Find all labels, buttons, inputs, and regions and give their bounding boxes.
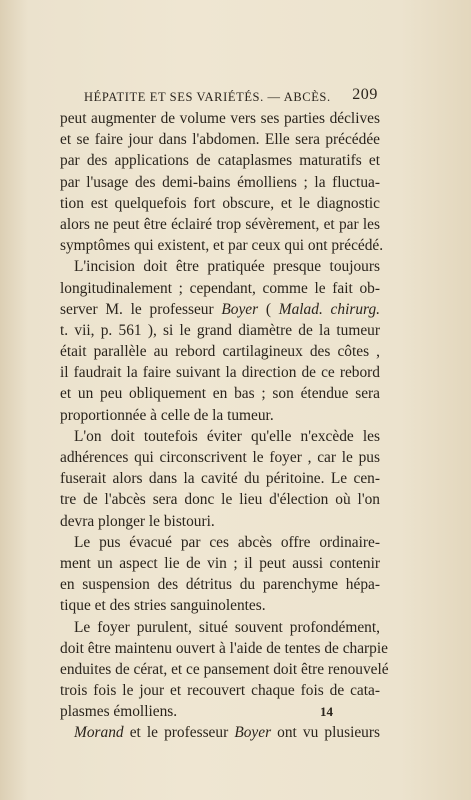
- page-number: 209: [352, 86, 378, 103]
- text-line: symptômes qui existent, et par ceux qui ont précédé.: [60, 237, 384, 255]
- page-header: [78, 86, 378, 108]
- text-line: server M. le professeur Boyer ( Malad. chirurg.: [60, 300, 380, 318]
- text-line: Morand et le professeur Boyer ont vu plusieurs: [74, 724, 380, 742]
- text-line: peut augmenter de volume vers ses parties déclives: [60, 110, 380, 127]
- text-line: L'incision doit être pratiquée presque toujours: [74, 258, 380, 276]
- text-line: tion est quelquefois fort obscure, et le diagnostic: [60, 194, 380, 212]
- text-line: ment un aspect lie de vin ; il peut aussi contenir: [60, 554, 380, 572]
- text-line: et se faire jour dans l'abdomen. Elle sera précédée: [60, 131, 380, 149]
- text-line: Le pus évacué par ces abcès offre ordinaire-: [74, 533, 380, 551]
- text-line: était parallèle au rebord cartilagineux des côtes ,: [60, 343, 380, 361]
- text-line: enduites de cérat, et ce pansement doit être renouvelé: [60, 660, 389, 678]
- text-line: longitudinalement ; cependant, comme le fait ob-: [60, 279, 380, 297]
- text-line: tre de l'abcès sera donc le lieu d'élection où l'on: [60, 491, 380, 509]
- text-line: devra plonger le bistouri.: [60, 512, 215, 530]
- text-line: fuserait alors dans la cavité du péritoine. Le cen-: [60, 470, 380, 488]
- text-line: Le foyer purulent, situé souvent profondément,: [74, 618, 380, 636]
- text-line: tique et des stries sanguinolentes.: [60, 597, 266, 615]
- body-text: [60, 108, 389, 744]
- text-line: proportionnée à celle de la tumeur.: [60, 406, 274, 424]
- text-line: adhérences qui circonscrivent le foyer , car le pus: [60, 449, 380, 466]
- text-line: par des applications de cataplasmes maturatifs et: [60, 152, 380, 170]
- text-line: plasmes émolliens.: [60, 703, 178, 721]
- text-line: trois fois le jour et recouvert chaque fois de cata-: [60, 682, 380, 700]
- text-line: L'on doit toutefois éviter qu'elle n'excède les: [74, 427, 380, 445]
- text-line: et un peu obliquement en bas ; son étendue sera: [60, 385, 380, 403]
- text-line: par l'usage des demi-bains émolliens ; la fluctua-: [60, 173, 380, 191]
- text-line: t. vii, p. 561 ), si le grand diamètre de la tumeur: [60, 321, 380, 339]
- text-line: alors ne peut être éclairé trop sévèrement, et par les: [60, 215, 380, 233]
- running-title: HÉPATITE ET SES VARIÉTÉS. — ABCÈS.: [84, 90, 331, 104]
- signature-mark: 14: [320, 704, 333, 719]
- text-line: en suspension des détritus du parenchyme hépa-: [60, 576, 380, 594]
- text-line: il faudrait la faire suivant la direction de ce rebord: [60, 364, 380, 382]
- text-line: doit être maintenu ouvert à l'aide de tentes de charpie: [60, 639, 388, 657]
